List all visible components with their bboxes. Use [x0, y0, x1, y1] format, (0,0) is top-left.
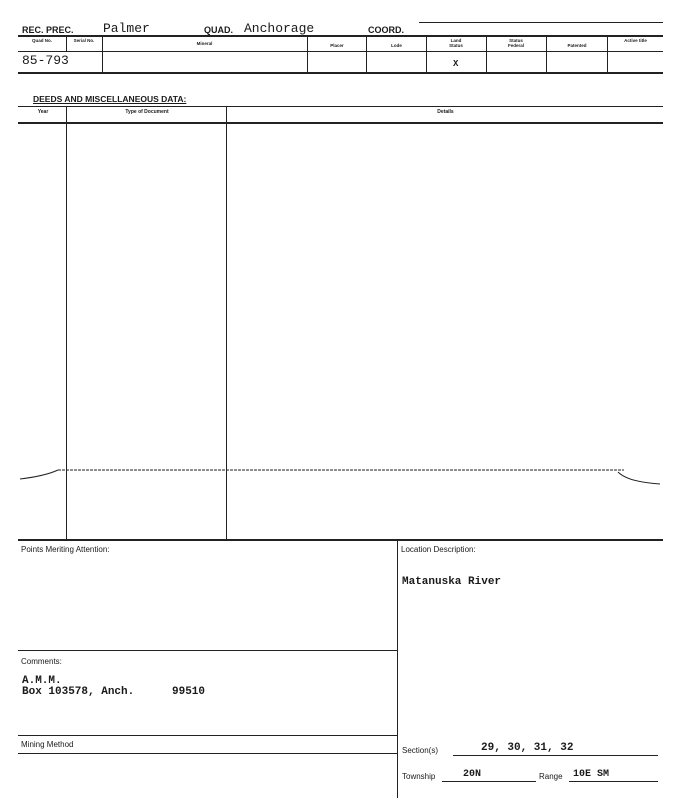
- top-table-header-divider: [18, 51, 663, 52]
- deeds-top-border: [18, 106, 663, 107]
- col-placer: Placer: [330, 43, 344, 48]
- sections-label: Section(s): [402, 746, 439, 755]
- col-land-status: Land Status: [449, 38, 463, 48]
- range-rule: [569, 781, 658, 782]
- top-col-div-lode: [366, 36, 367, 73]
- quad-value: Anchorage: [244, 21, 315, 36]
- top-col-div-patented: [546, 36, 547, 73]
- mining-method-label: Mining Method: [21, 740, 74, 749]
- range-value: 10E SM: [573, 769, 610, 780]
- col-type-of-document: Type of Document: [125, 109, 169, 115]
- comments-label: Comments:: [21, 657, 62, 666]
- bottom-center-divider: [397, 540, 398, 798]
- sections-value: 29, 30, 31, 32: [481, 742, 574, 754]
- rec-prec-value: Palmer: [103, 21, 150, 36]
- top-table-bottom-border: [18, 72, 663, 74]
- mining-method-rule: [18, 753, 397, 754]
- col-lode: Lode: [391, 43, 402, 48]
- quad-no-value: 85-793: [22, 53, 69, 68]
- deeds-header-divider: [18, 122, 663, 124]
- deeds-section-title: DEEDS AND MISCELLANEOUS DATA:: [33, 94, 187, 104]
- township-rule: [442, 781, 536, 782]
- comments-line1: A.M.M.: [22, 675, 62, 687]
- col-year: Year: [37, 109, 49, 115]
- bottom-section-top-border: [18, 539, 663, 541]
- location-description-value: Matanuska River: [402, 576, 502, 588]
- col-serial-no: Serial No.: [73, 38, 95, 43]
- comments-line2: Box 103578, Anch.: [22, 686, 135, 698]
- col-patented: Patented: [567, 43, 587, 48]
- mining-method-top-border: [18, 735, 397, 736]
- comments-top-border: [18, 650, 397, 651]
- fold-crease-line: [0, 462, 678, 492]
- col-active-title: Active title: [624, 38, 647, 43]
- col-quad-no: Quad No.: [32, 38, 52, 43]
- township-value: 20N: [463, 769, 482, 780]
- quad-label: QUAD.: [204, 25, 233, 35]
- header-rule: [419, 22, 663, 23]
- sections-rule: [453, 755, 658, 756]
- location-description-label: Location Description:: [401, 545, 476, 554]
- col-details: Details: [437, 109, 454, 115]
- township-label: Township: [402, 772, 436, 781]
- points-meriting-attention-label: Points Meriting Attention:: [21, 545, 110, 554]
- col-mineral: Mineral: [196, 41, 213, 46]
- land-status-mark: X: [453, 59, 459, 69]
- rec-prec-label: REC. PREC.: [22, 25, 74, 35]
- top-col-div-placer: [307, 36, 308, 73]
- coord-label: COORD.: [368, 25, 404, 35]
- comments-zip: 99510: [172, 686, 206, 698]
- top-table-top-border: [18, 35, 663, 37]
- col-status-federal: Status Federal: [507, 38, 524, 48]
- range-label: Range: [539, 772, 563, 781]
